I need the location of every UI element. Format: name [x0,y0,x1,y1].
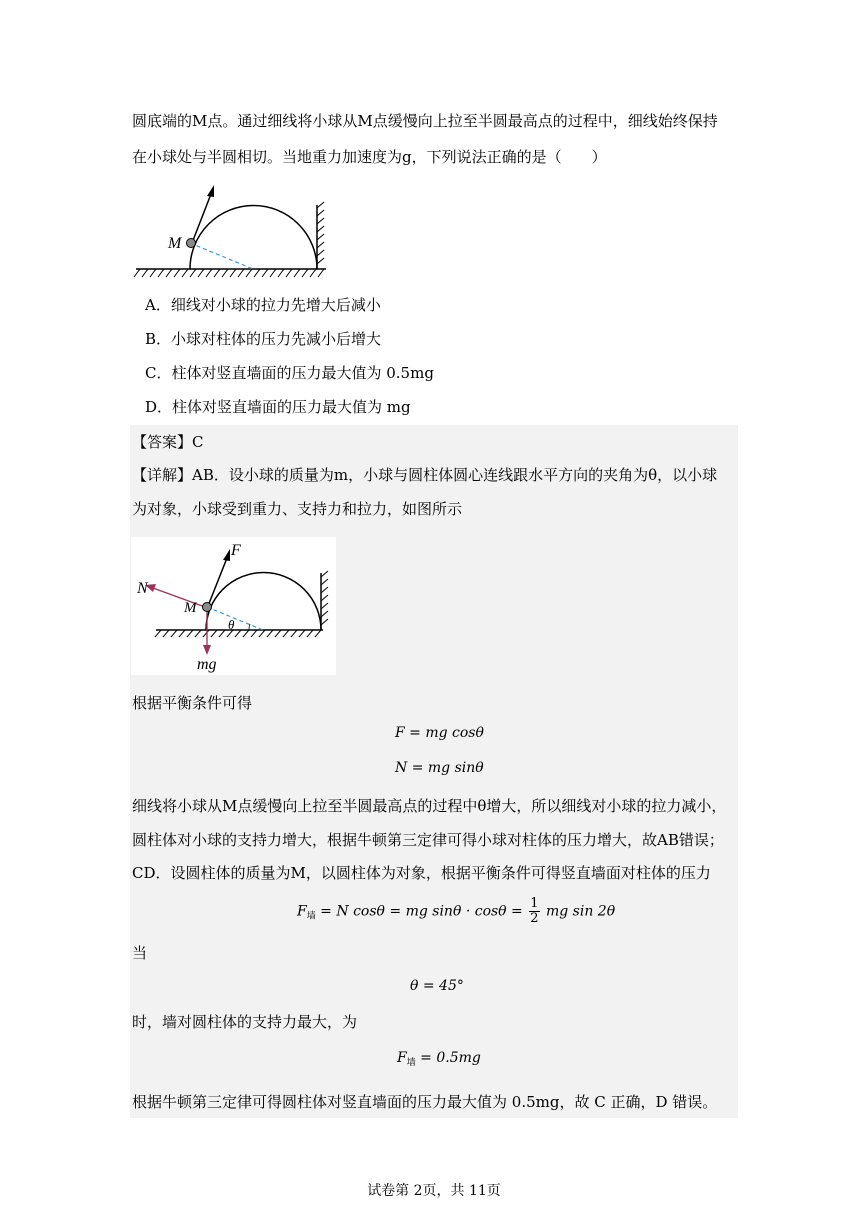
answer-detail-line-1: 【详解】AB．设小球的质量为m，小球与圆柱体圆心连线跟水平方向的夹角为θ，以小球 [132,466,718,484]
ground-hatch [134,269,324,277]
force-figure [131,537,336,675]
eq3-left: F [297,903,307,920]
eq5-left: F [397,1050,407,1066]
ball [187,239,196,248]
option-d[interactable]: D．柱体对竖直墙面的压力最大值为 mg [145,398,411,416]
equation-wall-force [297,897,615,926]
string-arrow [192,185,214,243]
gravity-arrow-mg [203,609,211,655]
conclusion-text: 根据牛顿第三定律可得圆柱体对竖直墙面的压力最大值为 0.5mg，故 C 正确，D 错误。 [132,1093,718,1111]
label-f: F [231,542,241,559]
balance-text: 根据平衡条件可得 [132,694,253,712]
label-mg: mg [197,656,217,673]
eq3-sub: 墙 [306,911,316,922]
equation-wall-max [397,1050,481,1068]
radius-dashed-line [190,243,253,269]
question-text-line-2: 在小球处与半圆相切。当地重力加速度为g，下列说法正确的是（ ） [132,148,607,166]
eq3-den: 2 [530,911,539,926]
m-point-label: M [168,235,182,252]
eq5-sub: 墙 [406,1058,416,1068]
tension-arrow-f [208,549,230,606]
eq3-mid: = N cosθ = mg sinθ · cosθ = [315,903,528,920]
option-c[interactable]: C．柱体对竖直墙面的压力最大值为 0.5mg [145,364,434,382]
semicircle-cylinder [206,573,321,631]
answer-label: 【答案】C [132,433,204,451]
eq5-right: = 0.5mg [415,1050,481,1066]
eq3-num: 1 [530,896,539,911]
question-figure [130,150,340,285]
wall-hatch [321,571,328,625]
ground-hatch [155,630,321,637]
question-text-line-1: 圆底端的M点。通过细线将小球从M点缓慢向上拉至半圆最高点的过程中，细线始终保持 [132,112,718,130]
equation-f: F = mg cosθ [395,725,484,741]
option-a[interactable]: A．细线对小球的拉力先增大后减小 [145,296,381,314]
page-footer: 试卷第 2页，共 11页 [367,1183,501,1199]
equation-theta: θ = 45° [410,978,464,994]
semicircle-cylinder [190,206,317,270]
analysis-line-1: 细线将小球从M点缓慢向上拉至半圆最高点的过程中θ增大，所以细线对小球的拉力减小， [132,797,727,815]
analysis-line-2: 圆柱体对小球的支持力增大，根据牛顿第三定律可得小球对柱体的压力增大，故AB错误； [132,831,724,849]
answer-detail-line-2: 为对象，小球受到重力、支持力和拉力，如图所示 [132,500,463,518]
equation-n: N = mg sinθ [395,760,484,776]
label-m: M [184,600,197,616]
eq3-right: mg sin 2θ [541,903,616,920]
label-theta: θ [228,617,235,632]
option-b[interactable]: B．小球对柱体的压力先减小后增大 [145,330,382,348]
radius-dashed-line [207,607,263,630]
ball [203,603,212,612]
max-text: 时，墙对圆柱体的支持力最大，为 [132,1013,358,1031]
when-text: 当 [132,944,148,962]
label-n: N [137,580,148,597]
analysis-line-3: CD．设圆柱体的质量为M，以圆柱体为对象，根据平衡条件可得竖直墙面对柱体的压力 [132,864,711,882]
wall-hatch [317,202,324,264]
eq3-fraction [529,897,539,926]
